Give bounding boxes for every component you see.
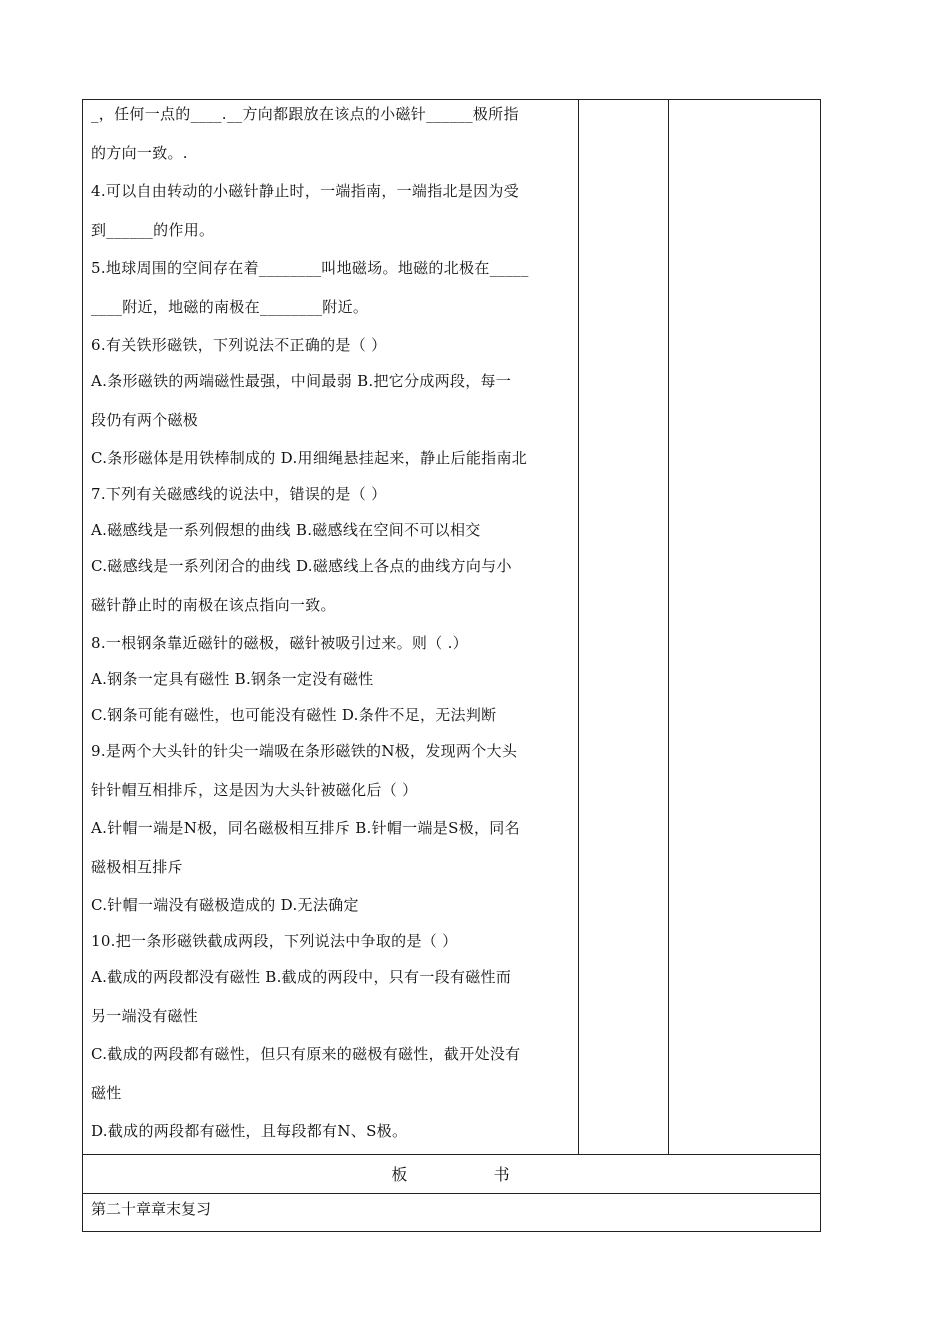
text-line: 的方向一致。. (91, 144, 188, 162)
text-line: 4.可以自由转动的小磁针静止时，一端指南，一端指北是因为受 (91, 182, 520, 200)
lesson-table (82, 99, 821, 1232)
text-line: 9.是两个大头针的针尖一端吸在条形磁铁的N极，发现两个大头 (91, 742, 518, 760)
text-line: 5.地球周围的空间存在着________叫地磁场。地磁的北极在_____ (91, 259, 529, 277)
text-line: A.钢条一定具有磁性 B.钢条一定没有磁性 (91, 670, 374, 688)
text-line: 6.有关铁形磁铁，下列说法不正确的是（ ） (91, 336, 387, 354)
text-line: C.钢条可能有磁性，也可能没有磁性 D.条件不足，无法判断 (91, 706, 497, 724)
text-line: 段仍有两个磁极 (91, 411, 199, 429)
text-line: _，任何一点的____.__方向都跟放在该点的小磁针______极所指 (91, 105, 519, 123)
text-line: 8.一根钢条靠近磁针的磁极，磁针被吸引过来。则（ .） (91, 634, 468, 652)
text-line: 磁极相互排斥 (91, 858, 183, 876)
row-divider (83, 1193, 820, 1194)
board-content-title: 第二十章章末复习 (91, 1200, 212, 1218)
column-divider (578, 100, 579, 1154)
board-label-right: 书 (493, 1165, 512, 1184)
text-line: D.截成的两段都有磁性，且每段都有N、S极。 (91, 1122, 408, 1140)
board-banner (83, 1156, 820, 1194)
text-line: A.条形磁铁的两端磁性最强，中间最弱 B.把它分成两段，每一 (91, 372, 512, 390)
column-divider (668, 100, 669, 1154)
text-line: C.磁感线是一系列闭合的曲线 D.磁感线上各点的曲线方向与小 (91, 557, 512, 575)
text-line: C.针帽一端没有磁极造成的 D.无法确定 (91, 896, 359, 914)
row-divider (83, 1154, 820, 1155)
text-line: ____附近，地磁的南极在________附近。 (91, 298, 369, 316)
text-line: 到______的作用。 (91, 221, 215, 239)
text-line: 针针帽互相排斥，这是因为大头针被磁化后（ ） (91, 781, 418, 799)
text-line: A.磁感线是一系列假想的曲线 B.磁感线在空间不可以相交 (91, 521, 481, 539)
board-label-left: 板 (391, 1165, 410, 1184)
text-line: A.针帽一端是N极，同名磁极相互排斥 B.针帽一端是S极，同名 (91, 819, 520, 837)
text-line: A.截成的两段都没有磁性 B.截成的两段中，只有一段有磁性而 (91, 968, 512, 986)
text-line: 另一端没有磁性 (91, 1007, 199, 1025)
text-line: 磁针静止时的南极在该点指向一致。 (91, 596, 336, 614)
text-line: 10.把一条形磁铁截成两段，下列说法中争取的是（ ） (91, 932, 458, 950)
text-line: C.条形磁体是用铁棒制成的 D.用细绳悬挂起来，静止后能指南北 (91, 449, 528, 467)
text-line: 磁性 (91, 1084, 122, 1102)
text-line: C.截成的两段都有磁性，但只有原来的磁极有磁性，截开处没有 (91, 1045, 521, 1063)
text-line: 7.下列有关磁感线的说法中，错误的是（ ） (91, 485, 387, 503)
